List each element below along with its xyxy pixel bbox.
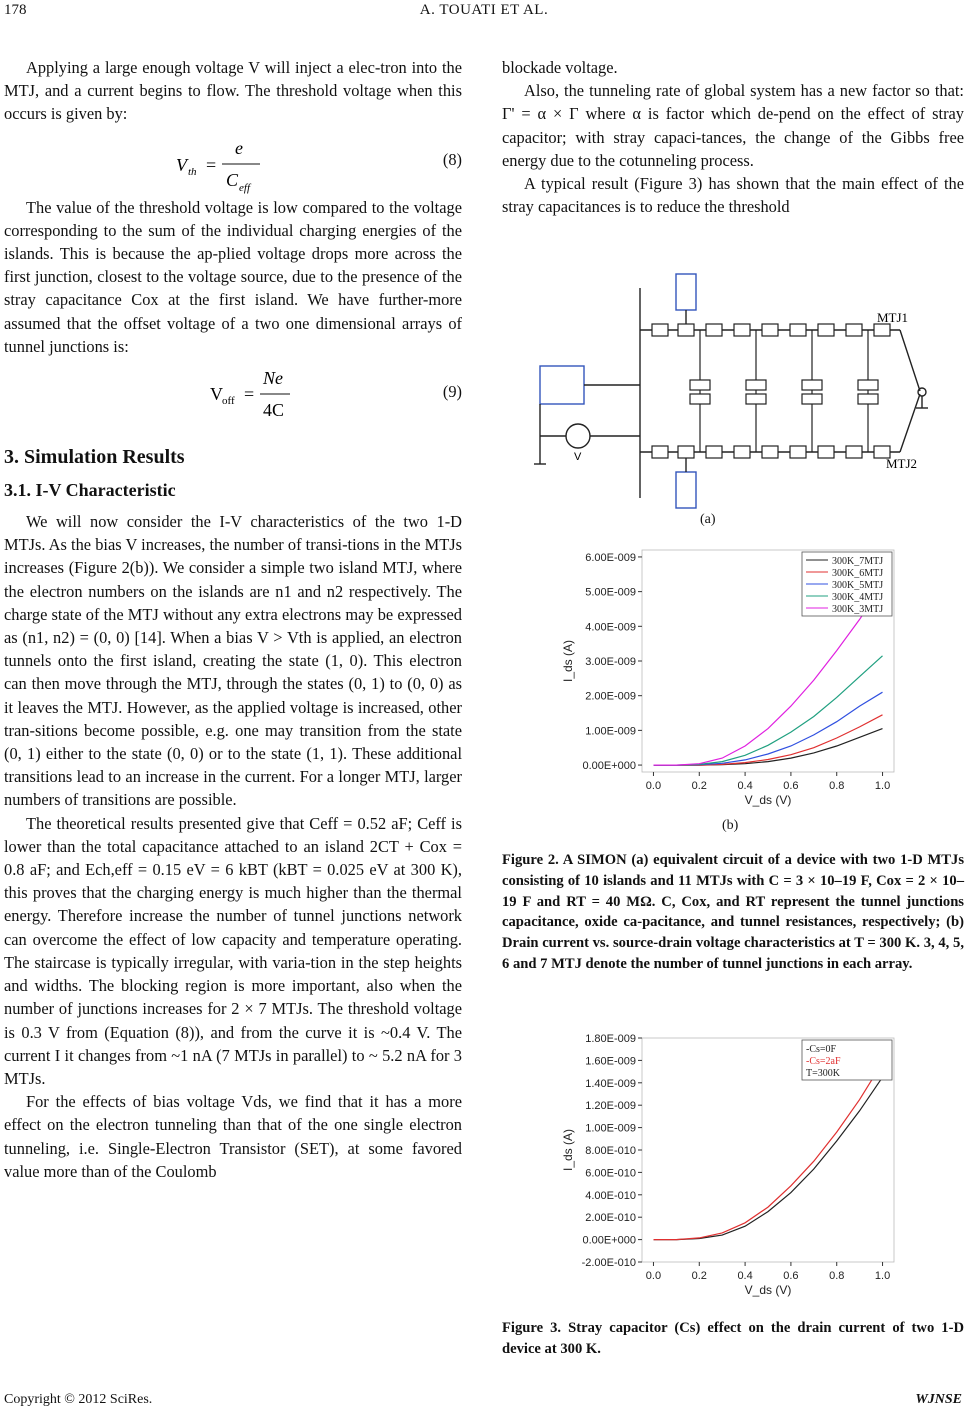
y-tick-label: 4.00E-010 (585, 1189, 636, 1202)
tunnel-junction (734, 446, 750, 458)
oxide-capacitor (858, 394, 878, 404)
legend-label: T=300K (806, 1068, 840, 1079)
x-tick-label: 0.6 (783, 780, 799, 792)
y-tick-label: 6.00E-009 (585, 551, 636, 564)
oxide-capacitor (802, 380, 822, 390)
figure-2-caption: Figure 2. A SIMON (a) equivalent circuit of a device with two 1-D MTJs consisting of 10 islands and 11 MTJs with C = 3 × 10–19 F, Cox = 2 × 10–19 F and RT = 40 MΩ. C, Cox, and RT represent the tunnel junctions capacitance, oxide ca-pacitance, and tunnel resistances, respectively; (b) Drain current vs. source-drain voltage characteristics at T = 300 K. 3, 4, 5, 6 and 7 MTJ denote the number of tunnel junctions in each array. (502, 852, 964, 972)
eq8-lhs: V (176, 154, 187, 175)
y-tick-label: 5.00E-009 (585, 586, 636, 599)
figure-2a (520, 268, 960, 528)
eq9-equals: = (244, 384, 255, 405)
y-tick-label: 8.00E-010 (585, 1145, 636, 1157)
tunnel-junction (846, 324, 862, 336)
x-tick-label: 0.2 (691, 1270, 707, 1282)
top-ammeter (676, 274, 696, 310)
tunnel-junction (874, 324, 890, 336)
left-column (4, 56, 462, 1183)
tunnel-junction (706, 324, 722, 336)
page-header (0, 2, 968, 24)
chart-fig3 (548, 1032, 918, 1302)
legend-label: 300K_4MTJ (832, 592, 884, 603)
circuit-diagram (520, 268, 960, 528)
chart-fig2b (548, 540, 918, 812)
tunnel-junction (818, 324, 834, 336)
legend-label: 300K_3MTJ (832, 604, 884, 615)
section-heading: 3. Simulation Results (4, 446, 185, 469)
tunnel-junction (818, 446, 834, 458)
paragraph: For the effects of bias voltage Vds, we find that it has a more effect on the electron tunneling than that of the one single electron tunneling, i.e. Single-Electron Transistor (SET), at some favored value more than of the Coulomb (4, 1092, 462, 1181)
paragraph: The value of the threshold voltage is low compared to the voltage corresponding to the sum of the individual charging energies of the islands. This is because the ap-plied voltage drops more across the first junction, closest to the voltage source, due to the presence of the stray capacitance Cox at the first island. We have further-more assumed that the offset voltage of a two one dimensional arrays of tunnel junctions is: (4, 197, 462, 356)
oxide-capacitor (746, 394, 766, 404)
tunnel-junction (678, 324, 694, 336)
oxide-capacitor (690, 394, 710, 404)
eq9-numerator: Ne (263, 368, 283, 389)
figure-2a-caption: (a) (700, 512, 716, 527)
tunnel-junction (790, 324, 806, 336)
tunnel-junction (734, 324, 750, 336)
equation-number: (9) (442, 382, 462, 402)
x-tick-label: 0.2 (691, 780, 707, 792)
y-tick-label: 1.40E-009 (585, 1077, 636, 1090)
voltmeter-box (540, 366, 584, 404)
y-tick-label: 1.00E-009 (585, 1122, 636, 1135)
running-title: A. TOUATI ET AL. (419, 2, 549, 18)
legend-label: 300K_6MTJ (832, 568, 884, 579)
footer-copyright: Copyright © 2012 SciRes. (4, 1392, 153, 1407)
figure-3 (548, 1032, 918, 1302)
figure-2b (548, 540, 918, 812)
equation-9 (4, 358, 462, 426)
x-tick-label: 0.8 (829, 780, 845, 792)
paragraph: We will now consider the I-V characteristics of the two 1-D MTJs. As the bias V increases, the number of transi-tions in the MTJs increases (Figure 2(b)). We consider a simple two island MTJ, where the electron numbers on the islands are n1 and n2 respectively. The charge state of the MTJ without any extra electrons may be expressed as (n1, n2) = (0, 0) [14]. When a bias V > Vth is applied, an electron tunnels onto the first island, creating the state (1, 0). This electron can then move through the MTJ, through the states (0, 1) to (0, 0) as it leaves the MTJ. However, as the applied voltage is increased, other tran-sitions become possible, e.g. one may transition from the state (0, 1) either to the state (0, 0) or to the state (1, 1). These additional transitions lead to an increase in the current. For a longer MTJ, larger numbers of transitions are possible. (4, 512, 462, 810)
legend-label: 300K_7MTJ (832, 556, 884, 567)
y-tick-label: 0.00E+000 (582, 760, 636, 773)
eq9-denominator: 4C (263, 400, 285, 421)
tunnel-junction (652, 446, 668, 458)
eq9-lhs: V (210, 384, 223, 405)
paragraph: Also, the tunneling rate of global system has a new factor so that: Γ' = α × Γ where α is factor which de-pend on the effect of stray capacitor; with stray capaci-tances, the change of the Gibbs free energy due to the cotunneling process. (502, 81, 964, 170)
y-tick-label: 0.00E+000 (582, 1234, 636, 1247)
figure-3-caption: Figure 3. Stray capacitor (Cs) effect on the drain current of two 1-D device at 300 K. (502, 1320, 964, 1357)
y-tick-label: 1.20E-009 (585, 1100, 636, 1113)
voltage-source (566, 424, 590, 448)
equation-9-formula (4, 358, 462, 426)
y-tick-label: -2.00E-010 (581, 1257, 636, 1269)
y-tick-label: 3.00E-009 (585, 656, 636, 668)
oxide-capacitor (802, 394, 822, 404)
mtj2-label: MTJ2 (886, 456, 918, 471)
paragraph: Applying a large enough voltage V will inject a elec-tron into the MTJ, and a current begins to flow. The threshold voltage when this occurs is given by: (4, 58, 462, 124)
x-tick-label: 0.8 (829, 1270, 845, 1282)
y-axis-label: I_ds (A) (561, 1128, 575, 1172)
paragraph: A typical result (Figure 3) has shown that the main effect of the stray capacitances is to reduce the threshold (502, 174, 964, 217)
eq8-numerator: e (235, 137, 243, 158)
x-tick-label: 1.0 (874, 1270, 891, 1282)
tunnel-junction (846, 446, 862, 458)
eq8-equals: = (206, 154, 217, 175)
footer-journal: WJNSE (915, 1392, 962, 1407)
eq8-lhs-sub: th (188, 165, 197, 178)
oxide-capacitor (690, 380, 710, 390)
figure-2b-caption: (b) (722, 818, 739, 833)
equation-8 (4, 126, 462, 196)
x-tick-label: 0.0 (645, 1270, 662, 1282)
y-tick-label: 6.00E-010 (585, 1167, 636, 1180)
y-tick-label: 1.00E-009 (585, 725, 636, 738)
mtj1-label: MTJ1 (877, 310, 909, 325)
y-tick-label: 2.00E-010 (585, 1212, 636, 1225)
equation-8-formula (4, 126, 462, 196)
tunnel-junction (762, 324, 778, 336)
tunnel-junction-array (652, 324, 890, 458)
x-tick-label: 0.4 (737, 780, 753, 792)
legend-label: -Cs=2aF (806, 1056, 841, 1067)
right-column (502, 56, 964, 218)
legend-label: 300K_5MTJ (832, 580, 884, 591)
oxide-capacitor (858, 380, 878, 390)
paragraph: blockade voltage. (502, 58, 618, 77)
y-tick-label: 1.60E-009 (585, 1055, 636, 1068)
legend-label: -Cs=0F (806, 1044, 837, 1055)
y-tick-label: 4.00E-009 (585, 621, 636, 634)
y-tick-label: 1.80E-009 (585, 1033, 636, 1045)
tunnel-junction (790, 446, 806, 458)
x-tick-label: 0.0 (645, 780, 662, 792)
x-axis-label: V_ds (V) (744, 793, 792, 807)
x-axis-label: V_ds (V) (744, 1283, 792, 1297)
eq8-denominator-sub: eff (239, 181, 250, 194)
eq9-lhs-sub: off (222, 395, 235, 408)
eq8-denominator: C (226, 169, 239, 190)
source-label: V (574, 451, 582, 463)
equation-number: (8) (442, 149, 462, 169)
x-tick-label: 1.0 (874, 780, 891, 792)
oxide-capacitor (746, 380, 766, 390)
y-axis-label: I_ds (A) (561, 639, 575, 683)
tunnel-junction (652, 324, 668, 336)
subsection-heading: 3.1. I-V Characteristic (4, 480, 176, 501)
paragraph: The theoretical results presented give that Ceff = 0.52 aF; Ceff is lower than the total capacitance attached to an island 2CT + Cox = 0.8 aF; and Ech,eff = 0.15 eV = 6 kBT (kBT = 0.025 eV at 300 K), this proves that the charging energy is much higher than the thermal energy. Therefore increase the number of tunnel junctions network can overcome the effect of low capacity and temperature operating. The staircase is typically irregular, with varia-tion in the step heights and widths. The blocking region is more important, also when the number of junctions increases for 2 × 7 MTJs. The threshold voltage is 0.3 V from (Equation (8)), and from the curve it is ~0.4 V. The current I it changes from ~1 nA (7 MTJs in parallel) to ~ 5.2 nA for 3 MTJs. (4, 813, 462, 1088)
x-tick-label: 0.6 (783, 1270, 799, 1282)
bottom-ammeter (676, 472, 696, 508)
tunnel-junction (762, 446, 778, 458)
tunnel-junction (678, 446, 694, 458)
page-number: 178 (4, 2, 27, 18)
x-tick-label: 0.4 (737, 1270, 753, 1282)
tunnel-junction (706, 446, 722, 458)
y-tick-label: 2.00E-009 (585, 690, 636, 703)
